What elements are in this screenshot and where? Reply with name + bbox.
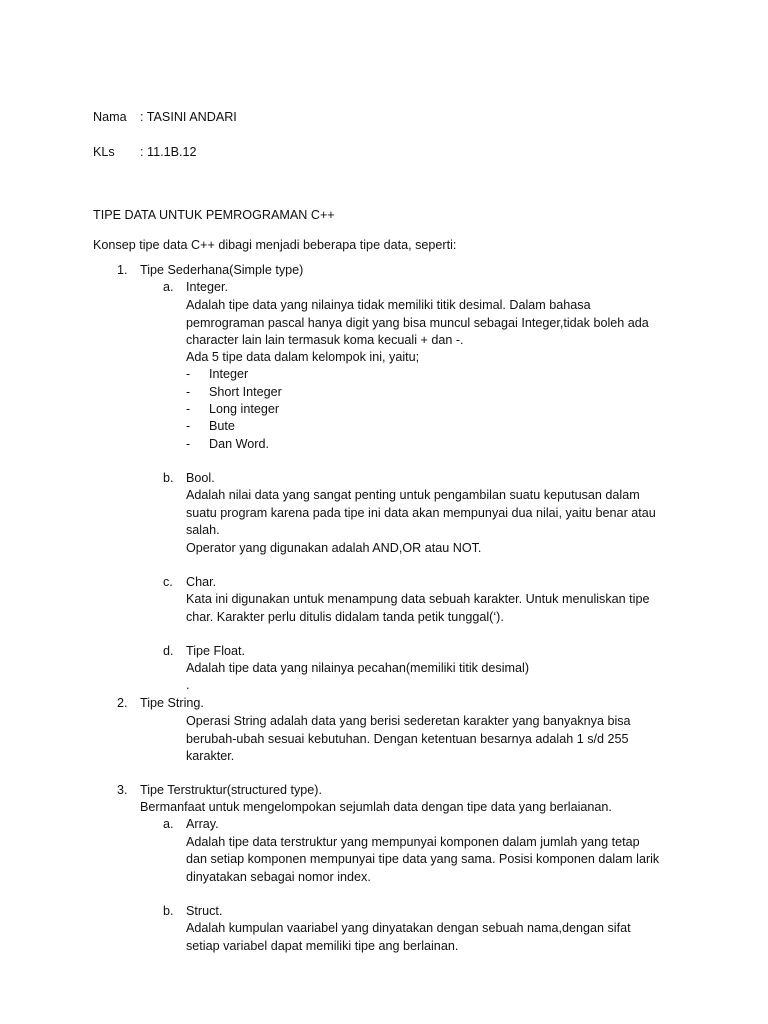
bullet-list-item: - Dan Word. bbox=[186, 437, 269, 451]
section-3-title: Tipe Terstruktur(structured type). bbox=[140, 783, 322, 797]
dash-bullet: - bbox=[186, 367, 191, 381]
dash-bullet: - bbox=[186, 437, 191, 451]
item-1a-text: character lain lain termasuk koma kecuali + dan -. bbox=[186, 333, 464, 347]
item-1a-letter: a. bbox=[163, 280, 174, 294]
section-3-desc: Bermanfaat untuk mengelompokan sejumlah data dengan tipe data yang berlaianan. bbox=[140, 800, 612, 814]
intro-text: Konsep tipe data C++ dibagi menjadi beberapa tipe data, seperti: bbox=[93, 238, 457, 252]
item-1b-title: Bool. bbox=[186, 471, 215, 485]
dash-bullet: - bbox=[186, 419, 191, 433]
dash-bullet: - bbox=[186, 402, 191, 416]
item-3b-text: setiap variabel dapat memiliki tipe ang berlainan. bbox=[186, 939, 459, 953]
section-2-text: berubah-ubah sesuai kebutuhan. Dengan ketentuan besarnya adalah 1 s/d 255 bbox=[186, 732, 629, 746]
section-1-title: Tipe Sederhana(Simple type) bbox=[140, 263, 304, 277]
document-title: TIPE DATA UNTUK PEMROGRAMAN C++ bbox=[93, 208, 335, 222]
item-3b-text: Adalah kumpulan vaariabel yang dinyatakan dengan sebuah nama,dengan sifat bbox=[186, 921, 631, 935]
section-2-number: 2. bbox=[117, 696, 128, 710]
item-1b-text: Operator yang digunakan adalah AND,OR atau NOT. bbox=[186, 541, 482, 555]
item-1d-text: . bbox=[186, 678, 190, 692]
item-1a-text: pemrograman pascal hanya digit yang bisa muncul sebagai Integer,tidak boleh ada bbox=[186, 316, 649, 330]
name-label: Nama bbox=[93, 110, 127, 124]
item-1c-title: Char. bbox=[186, 575, 217, 589]
item-3a-text: dan setiap komponen mempunyai tipe data yang sama. Posisi komponen dalam larik bbox=[186, 852, 660, 866]
bullet-list-item: - Integer bbox=[186, 367, 249, 381]
item-3b-title: Struct. bbox=[186, 904, 223, 918]
section-2-text: Operasi String adalah data yang berisi sederetan karakter yang banyaknya bisa bbox=[186, 714, 631, 728]
bullet-list-item: - Short Integer bbox=[186, 385, 282, 399]
section-2-text: karakter. bbox=[186, 749, 235, 763]
name-row bbox=[93, 109, 237, 125]
item-1a-text: Ada 5 tipe data dalam kelompok ini, yaitu; bbox=[186, 350, 420, 364]
class-row bbox=[93, 144, 196, 160]
bullet-list-item: - Bute bbox=[186, 419, 235, 433]
item-1d-title: Tipe Float. bbox=[186, 644, 246, 658]
item-1c-text: Kata ini digunakan untuk menampung data sebuah karakter. Untuk menuliskan tipe bbox=[186, 592, 650, 606]
item-1d-letter: d. bbox=[163, 644, 174, 658]
dash-bullet: - bbox=[186, 385, 191, 399]
section-1-number: 1. bbox=[117, 263, 128, 277]
item-1c-text: char. Karakter perlu ditulis didalam tanda petik tunggal(‘). bbox=[186, 610, 504, 624]
item-1a-title: Integer. bbox=[186, 280, 229, 294]
item-1a-text: Adalah tipe data yang nilainya tidak memiliki titik desimal. Dalam bahasa bbox=[186, 298, 591, 312]
section-2-title: Tipe String. bbox=[140, 696, 204, 710]
item-3a-title: Array. bbox=[186, 817, 219, 831]
item-3a-text: dinyatakan sebagai nomor index. bbox=[186, 870, 371, 884]
section-3-number: 3. bbox=[117, 783, 128, 797]
item-1c-letter: c. bbox=[163, 575, 173, 589]
item-3b-letter: b. bbox=[163, 904, 174, 918]
item-1b-letter: b. bbox=[163, 471, 174, 485]
item-1d-text: Adalah tipe data yang nilainya pecahan(memiliki titik desimal) bbox=[186, 661, 530, 675]
class-label: KLs bbox=[93, 145, 115, 159]
class-value: : 11.1B.12 bbox=[140, 145, 197, 159]
item-3a-text: Adalah tipe data terstruktur yang mempunyai komponen dalam jumlah yang tetap bbox=[186, 835, 640, 849]
name-value: : TASINI ANDARI bbox=[140, 110, 237, 124]
item-1b-text: suatu program karena pada tipe ini data akan mempunyai dua nilai, yaitu benar atau bbox=[186, 506, 656, 520]
item-1b-text: Adalah nilai data yang sangat penting untuk pengambilan suatu keputusan dalam bbox=[186, 488, 640, 502]
item-3a-letter: a. bbox=[163, 817, 174, 831]
bullet-list-item: - Long integer bbox=[186, 402, 280, 416]
item-1b-text: salah. bbox=[186, 523, 220, 537]
